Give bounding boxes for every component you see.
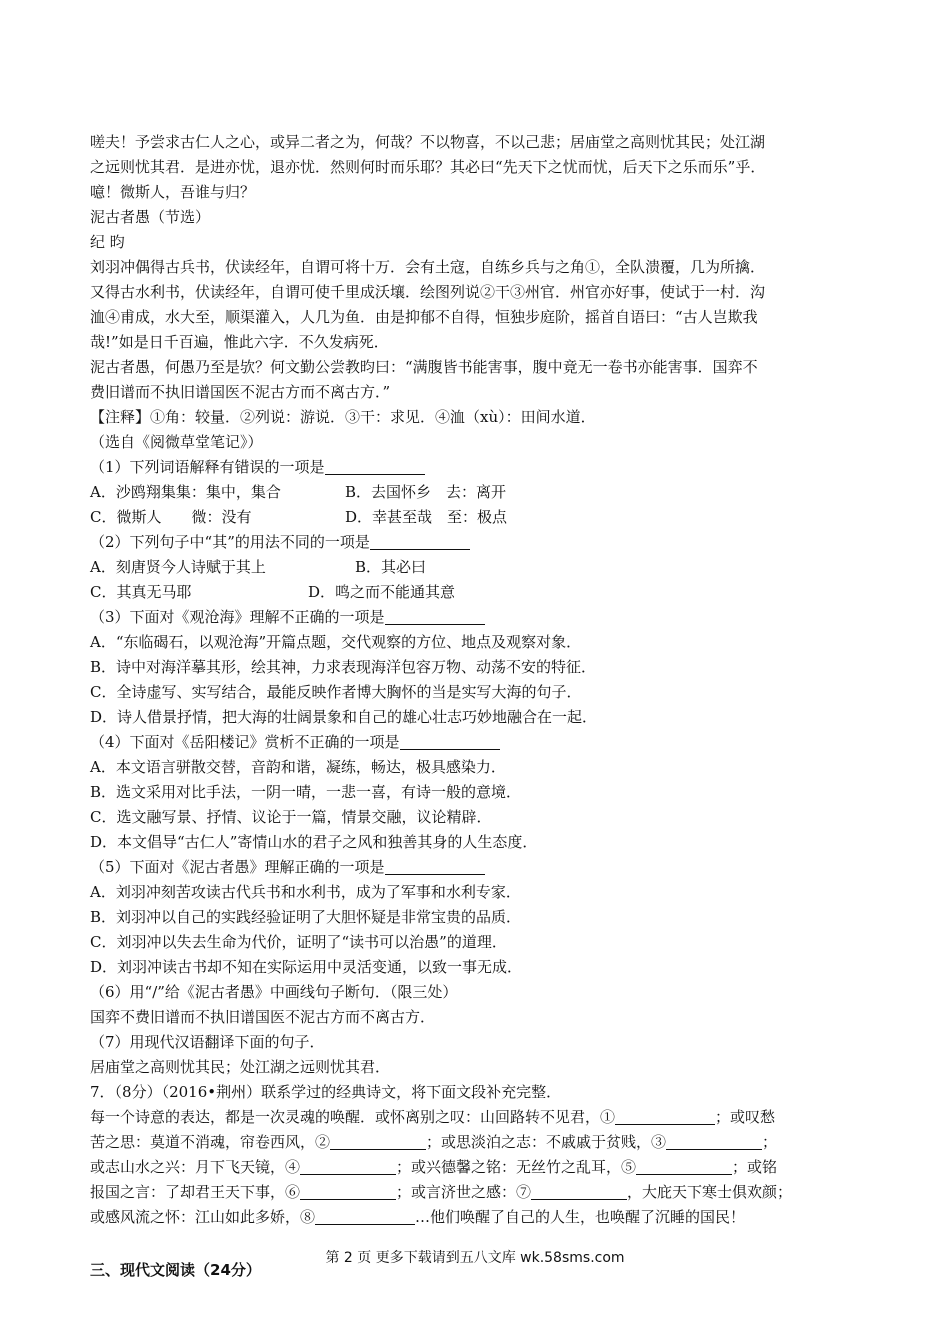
question-1-options-ab: [90, 480, 860, 505]
option-c[interactable]: C．选文融写景、抒情、议论于一篇，情景交融，议论精辟．: [90, 808, 492, 826]
annotation-line: 【注释】①角：较量．②列说：游说．③干：求见．④洫（xù）：田间水道．: [90, 408, 596, 426]
option-d[interactable]: D．诗人借景抒情，把大海的壮阔景象和自己的雄心壮志巧妙地融合在一起．: [90, 708, 598, 726]
passage-title: 泥古者愚（节选）: [90, 208, 211, 226]
question-1-options-cd: [90, 505, 860, 530]
question-2-options-ab: [90, 555, 860, 580]
answer-blank-6[interactable]: [300, 1183, 396, 1200]
answer-blank[interactable]: [385, 858, 485, 875]
answer-blank[interactable]: [385, 608, 485, 625]
page-content: [90, 130, 860, 1283]
option-a[interactable]: A．刻唐贤今人诗赋于其上: [90, 558, 266, 576]
fill-line-1: 每一个诗意的表达，都是一次灵魂的唤醒．或怀离别之叹：山回路转不见君，① ；或叹愁: [90, 1108, 776, 1126]
fill-line-4: 报国之言：了却君王天下事，⑥ ；或言济世之感：⑦ ，大庇天下寒士俱欢颜；: [90, 1183, 793, 1201]
text-line: 又得古水利书，伏读经年，自谓可使千里成沃壤．绘图列说②干③州官．州官亦好事，使试于一村．沟: [90, 283, 766, 301]
question-4-stem: （4）下面对《岳阳楼记》赏析不正确的一项是: [90, 730, 860, 755]
text-line: 泥古者愚，何愚乃至是欤？何文勤公尝教昀曰：“满腹皆书能害事，腹中竟无一卷书亦能害事．国弈不: [90, 358, 758, 376]
option-b[interactable]: B．诗中对海洋摹其形，绘其神，力求表现海洋包容万物、动荡不安的特征．: [90, 658, 597, 676]
option-b[interactable]: B．选文采用对比手法，一阴一晴，一悲一喜，有诗一般的意境．: [90, 783, 522, 801]
option-a[interactable]: A．本文语言骈散交替，音韵和谐，凝练，畅达，极具感染力．: [90, 758, 506, 776]
question-8-stem: 7．（8分）（2016•荆州）联系学过的经典诗文，将下面文段补充完整．: [90, 1083, 562, 1101]
question-7-stem: （7）用现代汉语翻译下面的句子．: [90, 1033, 325, 1051]
text-line: 费旧谱而不执旧谱国医不泥古方而不离古方．”: [90, 383, 391, 401]
option-a[interactable]: A．沙鸥翔集集：集中，集合: [90, 483, 281, 501]
answer-blank-3[interactable]: [666, 1133, 762, 1150]
fill-line-5: 或感风流之怀：江山如此多娇，⑧ …他们唤醒了自己的人生，也唤醒了沉睡的国民！: [90, 1208, 746, 1226]
answer-blank[interactable]: [325, 458, 425, 475]
question-6-text: 国弈不费旧谱而不执旧谱国医不泥古方而不离古方．: [90, 1008, 436, 1026]
answer-blank-7[interactable]: [531, 1183, 627, 1200]
answer-blank-1[interactable]: [615, 1108, 715, 1125]
text-line: 之远则忧其君．是进亦忧，退亦忧．然则何时而乐耶？其必曰“先天下之忧而忧，后天下之乐而乐”乎．: [90, 158, 766, 176]
option-c[interactable]: C．其真无马耶: [90, 583, 192, 601]
answer-blank-4[interactable]: [300, 1158, 396, 1175]
option-b[interactable]: B．其必曰: [355, 558, 427, 576]
question-7-text: 居庙堂之高则忧其民；处江湖之远则忧其君．: [90, 1058, 391, 1076]
option-d[interactable]: D．本文倡导“古仁人”寄情山水的君子之风和独善其身的人生态度．: [90, 833, 538, 851]
answer-blank[interactable]: [370, 533, 470, 550]
page-footer: 第 2 页 更多下载请到五八文库 wk.58sms.com: [325, 1250, 625, 1266]
text-line: 洫④甫成，水大至，顺渠灌入，人几为鱼．由是抑郁不自得，恒独步庭阶，摇首自语曰：“古人岂欺我: [90, 308, 758, 326]
answer-blank-8[interactable]: [315, 1208, 415, 1225]
question-3-stem: （3）下面对《观沧海》理解不正确的一项是: [90, 605, 860, 630]
option-d[interactable]: D．刘羽冲读古书却不知在实际运用中灵活变通，以致一事无成．: [90, 958, 523, 976]
question-6-stem: （6）用“/”给《泥古者愚》中画线句子断句．（限三处）: [90, 983, 458, 1001]
source-line: （选自《阅微草堂笔记》）: [90, 433, 263, 451]
option-c[interactable]: C．刘羽冲以失去生命为代价，证明了“读书可以治愚”的道理．: [90, 933, 507, 951]
question-2-stem: （2）下列句子中“其”的用法不同的一项是: [90, 530, 860, 555]
fill-line-3: 或志山水之兴：月下飞天镜，④ ；或兴德馨之铭：无丝竹之乱耳，⑤ ；或铭: [90, 1158, 778, 1176]
fill-line-2: 苦之思：莫道不消魂，帘卷西风，② ；或思淡泊之志：不戚戚于贫贱，③ ；: [90, 1133, 778, 1151]
question-1-stem: （1）下列词语解释有错误的一项是: [90, 455, 860, 480]
text-line: 刘羽冲偶得古兵书，伏读经年，自谓可将十万．会有土寇，自练乡兵与之角①，全队溃覆，几为所擒．: [90, 258, 766, 276]
option-c[interactable]: C．全诗虚写、实写结合，最能反映作者博大胸怀的当是实写大海的句子．: [90, 683, 582, 701]
option-a[interactable]: A．刘羽冲刻苦攻读古代兵书和水利书，成为了军事和水利专家．: [90, 883, 521, 901]
question-2-options-cd: [90, 580, 860, 605]
answer-blank[interactable]: [400, 733, 500, 750]
option-b[interactable]: B．刘羽冲以自己的实践经验证明了大胆怀疑是非常宝贵的品质．: [90, 908, 522, 926]
answer-blank-5[interactable]: [636, 1158, 732, 1175]
passage-author: 纪 昀: [90, 233, 125, 251]
text-line: 噫！微斯人，吾谁与归？: [90, 183, 256, 201]
option-a[interactable]: A．“东临碣石，以观沧海”开篇点题，交代观察的方位、地点及观察对象．: [90, 633, 582, 651]
question-5-stem: （5）下面对《泥古者愚》理解正确的一项是: [90, 855, 860, 880]
section-title: 三、现代文阅读（24分）: [90, 1261, 261, 1279]
option-b[interactable]: B．去国怀乡 去：离开: [345, 483, 507, 501]
option-d[interactable]: D．幸甚至哉 至：极点: [345, 508, 508, 526]
option-d[interactable]: D．鸣之而不能通其意: [308, 583, 456, 601]
text-line: 嗟夫！予尝求古仁人之心，或异二者之为，何哉？不以物喜，不以己悲；居庙堂之高则忧其民；处江湖: [90, 133, 766, 151]
option-c[interactable]: C．微斯人 微：没有: [90, 508, 252, 526]
answer-blank-2[interactable]: [330, 1133, 426, 1150]
text-line: 哉!”如是日千百遍，惟此六字．不久发病死．: [90, 333, 389, 351]
